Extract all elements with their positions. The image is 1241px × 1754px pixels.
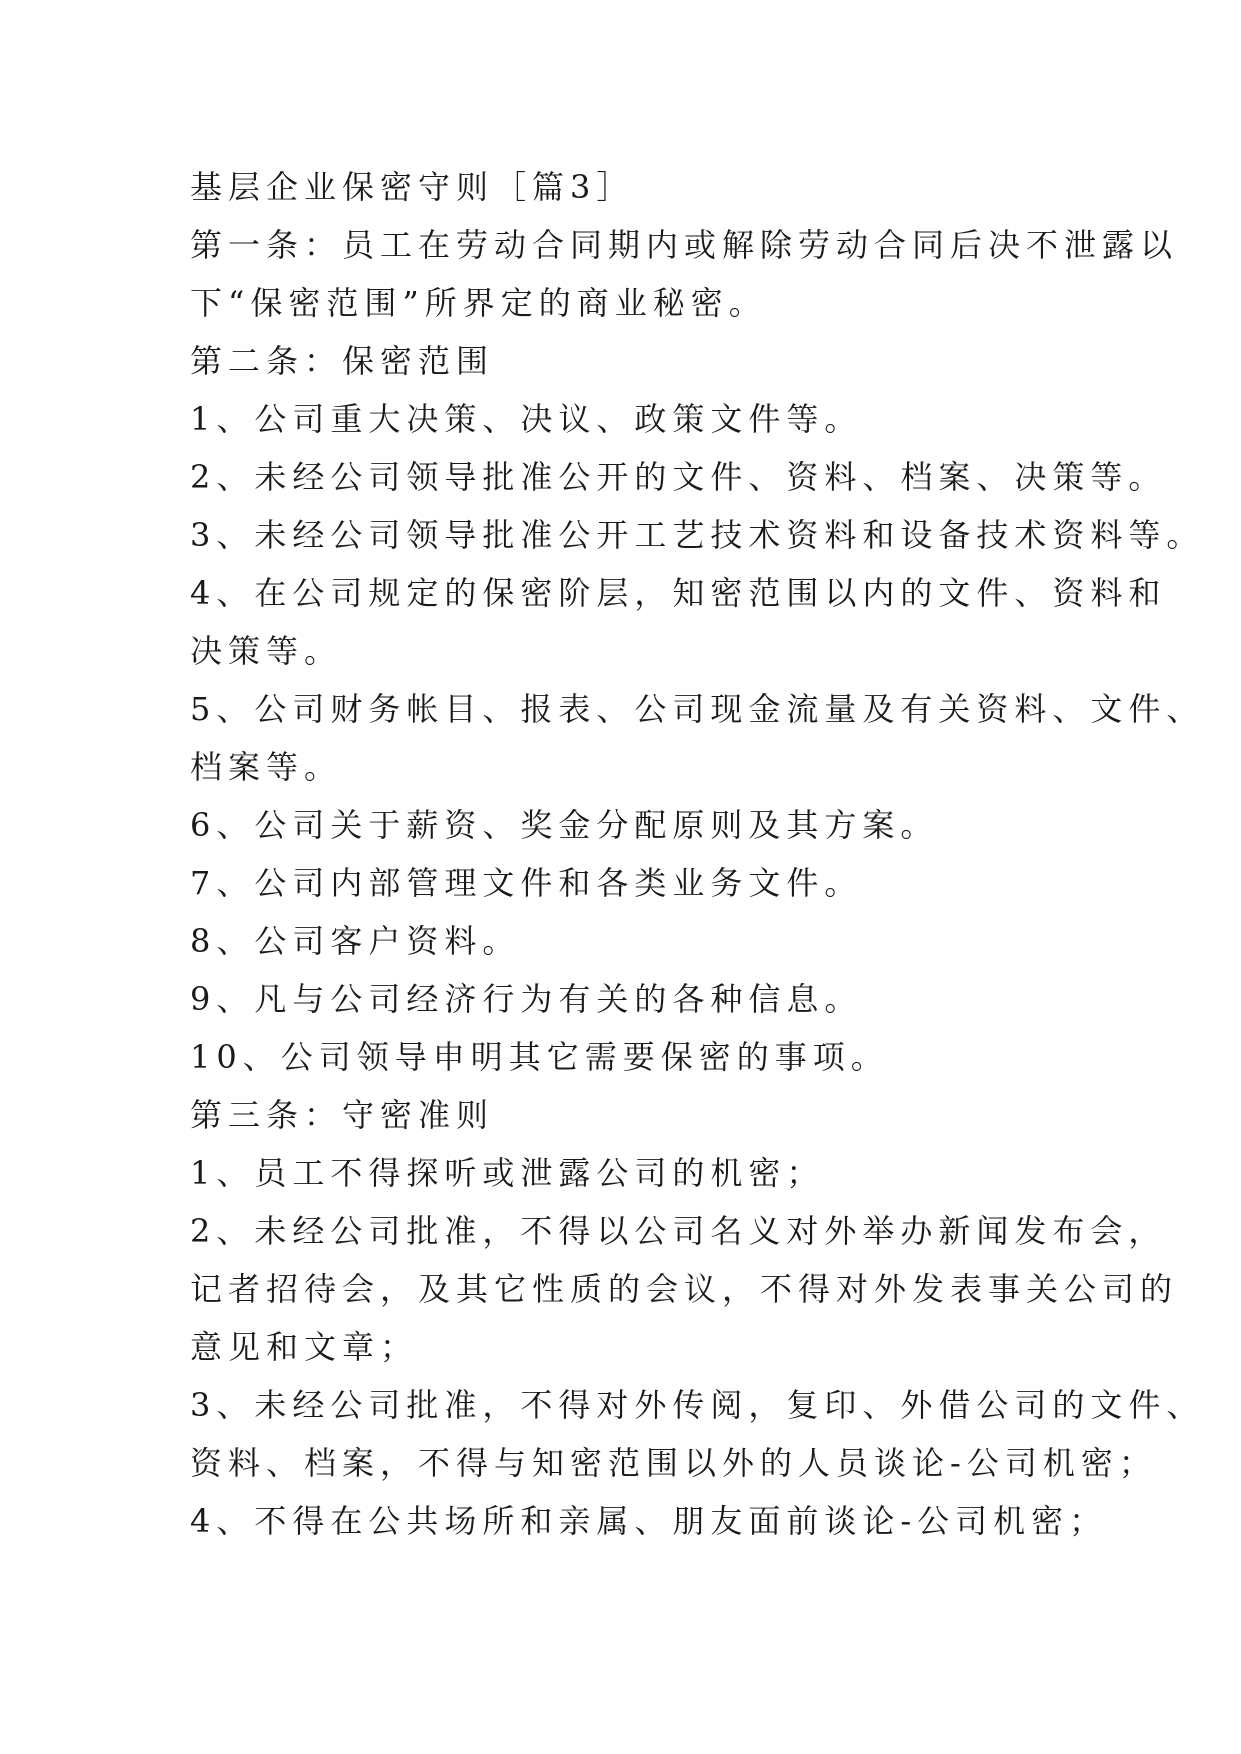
article-2-item-5-line-1: 5、公司财务帐目、报表、公司现金流量及有关资料、文件、 [190,690,1205,728]
article-3-item-4: 4、不得在公共场所和亲属、朋友面前谈论-公司机密； [190,1502,1108,1540]
article-3-item-2-line-2: 记者招待会，及其它性质的会议，不得对外发表事关公司的 [190,1270,1179,1308]
article-3-heading: 第三条：守密准则 [190,1096,495,1134]
article-3-item-1: 1、员工不得探听或泄露公司的机密； [190,1154,825,1192]
article-1-line-1: 第一条：员工在劳动合同期内或解除劳动合同后决不泄露以 [190,226,1179,264]
article-2-heading: 第二条：保密范围 [190,342,495,380]
article-3-item-2-line-3: 意见和文章； [190,1328,419,1366]
document-body [190,158,1205,1550]
article-3-item-3-line-1: 3、未经公司批准，不得对外传阅，复印、外借公司的文件、 [190,1386,1205,1424]
article-2-item-2: 2、未经公司领导批准公开的文件、资料、档案、决策等。 [190,458,1167,496]
article-2-item-7: 7、公司内部管理文件和各类业务文件。 [190,864,863,902]
article-3-item-3-line-2: 资料、档案，不得与知密范围以外的人员谈论-公司机密； [190,1444,1157,1482]
article-2-item-9: 9、凡与公司经济行为有关的各种信息。 [190,980,863,1018]
article-2-item-1: 1、公司重大决策、决议、政策文件等。 [190,400,863,438]
article-2-item-3: 3、未经公司领导批准公开工艺技术资料和设备技术资料等。 [190,516,1205,554]
article-2-item-4-line-1: 4、在公司规定的保密阶层，知密范围以内的文件、资料和 [190,574,1167,612]
article-2-item-5-line-2: 档案等。 [190,748,343,786]
article-2-item-10: 10、公司领导申明其它需要保密的事项。 [190,1038,889,1076]
article-2-item-8: 8、公司客户资料。 [190,922,521,960]
article-2-item-4-line-2: 决策等。 [190,632,343,670]
document-title: 基层企业保密守则［篇3］ [190,168,635,206]
article-2-item-6: 6、公司关于薪资、奖金分配原则及其方案。 [190,806,939,844]
article-3-item-2-line-1: 2、未经公司批准，不得以公司名义对外举办新闻发布会， [190,1212,1167,1250]
article-1-line-2: 下“保密范围”所界定的商业秘密。 [190,284,767,322]
